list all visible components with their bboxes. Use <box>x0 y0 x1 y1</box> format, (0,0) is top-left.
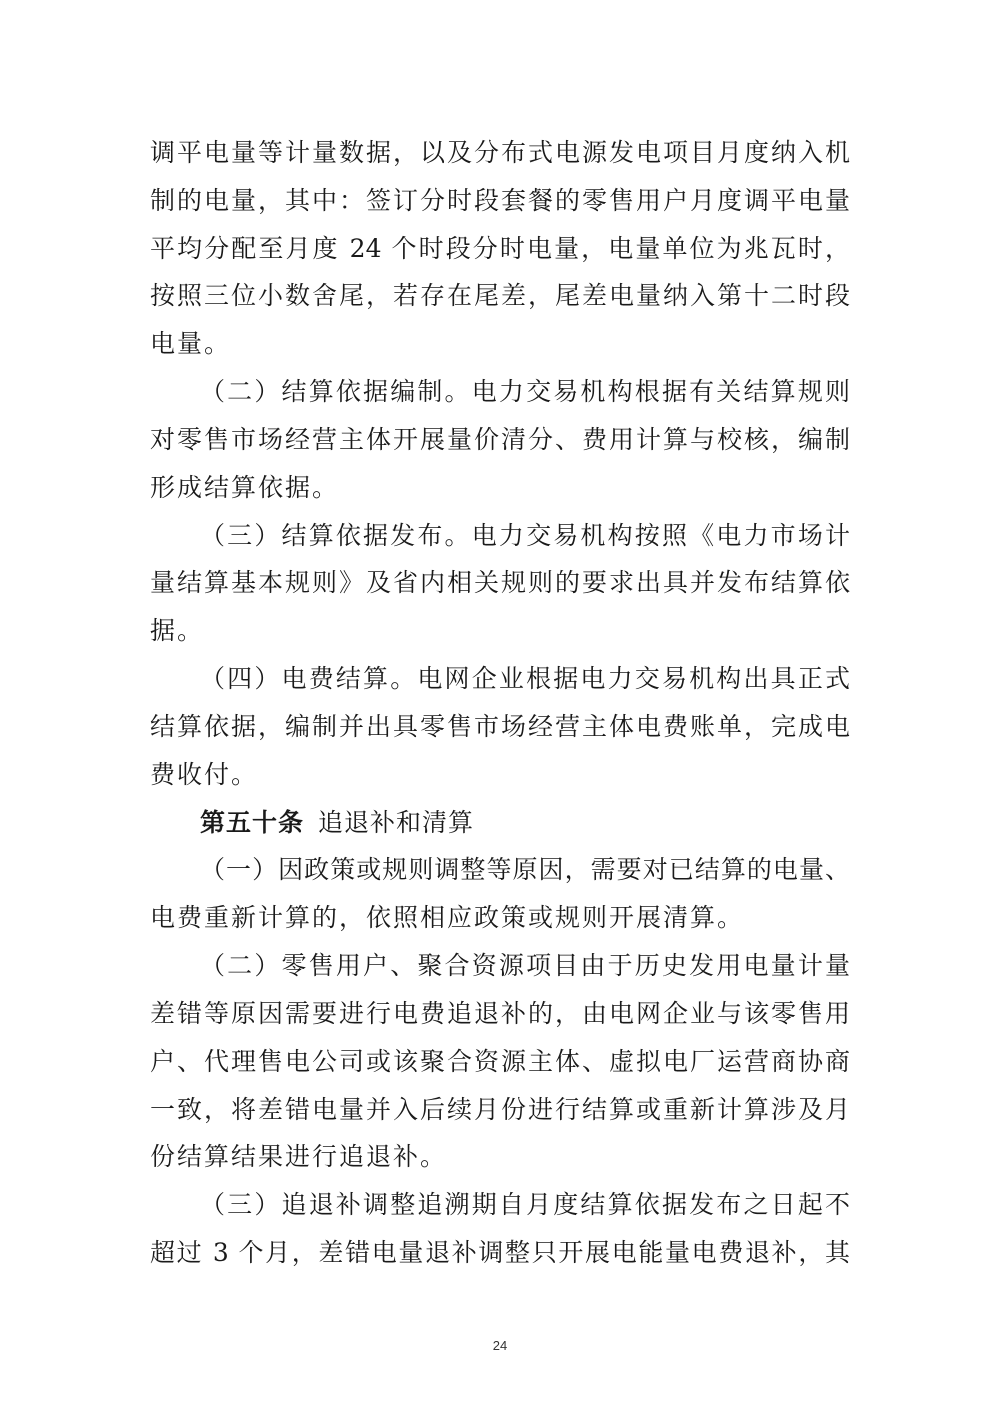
paragraph-start-line: （二）零售用户、聚合资源项目由于历史发用电量计量 <box>200 951 850 980</box>
body-text-line: 平均分配至月度 24 个时段分时电量，电量单位为兆瓦时， <box>150 234 850 263</box>
body-text-line: 量结算基本规则》及省内相关规则的要求出具并发布结算依 <box>150 568 850 597</box>
body-text-line: 电费重新计算的，依照相应政策或规则开展清算。 <box>150 903 745 932</box>
article-title: 追退补和清算 <box>318 808 475 837</box>
body-text-line: 差错等原因需要进行电费追退补的，由电网企业与该零售用 <box>150 999 850 1028</box>
body-text-line: 对零售市场经营主体开展量价清分、费用计算与校核，编制 <box>150 425 850 454</box>
body-text-line: 电量。 <box>150 329 232 358</box>
paragraph-start-line: （二）结算依据编制。电力交易机构根据有关结算规则 <box>200 377 850 406</box>
paragraph-start-line: （三）追退补调整追溯期自月度结算依据发布之日起不 <box>200 1190 850 1219</box>
body-text-line: 户、代理售电公司或该聚合资源主体、虚拟电厂运营商协商 <box>150 1047 850 1076</box>
paragraph-start-line: （三）结算依据发布。电力交易机构按照《电力市场计 <box>200 521 850 550</box>
body-text-line: 结算依据，编制并出具零售市场经营主体电费账单，完成电 <box>150 712 850 741</box>
body-text-line: 超过 3 个月，差错电量退补调整只开展电能量电费退补，其 <box>150 1238 850 1267</box>
article-number: 第五十条 <box>200 808 305 837</box>
body-text-line: 形成结算依据。 <box>150 473 340 502</box>
body-text-line: 费收付。 <box>150 760 259 789</box>
body-text-line: 调平电量等计量数据，以及分布式电源发电项目月度纳入机 <box>150 138 850 167</box>
paragraph-start-line: （四）电费结算。电网企业根据电力交易机构出具正式 <box>200 664 850 693</box>
body-text-line: 制的电量，其中：签订分时段套餐的零售用户月度调平电量 <box>150 186 850 215</box>
article-heading-line <box>200 799 850 847</box>
body-text-line: 一致，将差错电量并入后续月份进行结算或重新计算涉及月 <box>150 1095 850 1124</box>
body-text-line: 按照三位小数舍尾，若存在尾差，尾差电量纳入第十二时段 <box>150 281 850 310</box>
body-text-line: 据。 <box>150 616 205 645</box>
page-number: 24 <box>492 1338 508 1353</box>
body-text-line: 份结算结果进行追退补。 <box>150 1142 448 1171</box>
paragraph-start-line: （一）因政策或规则调整等原因，需要对已结算的电量、 <box>200 855 850 884</box>
